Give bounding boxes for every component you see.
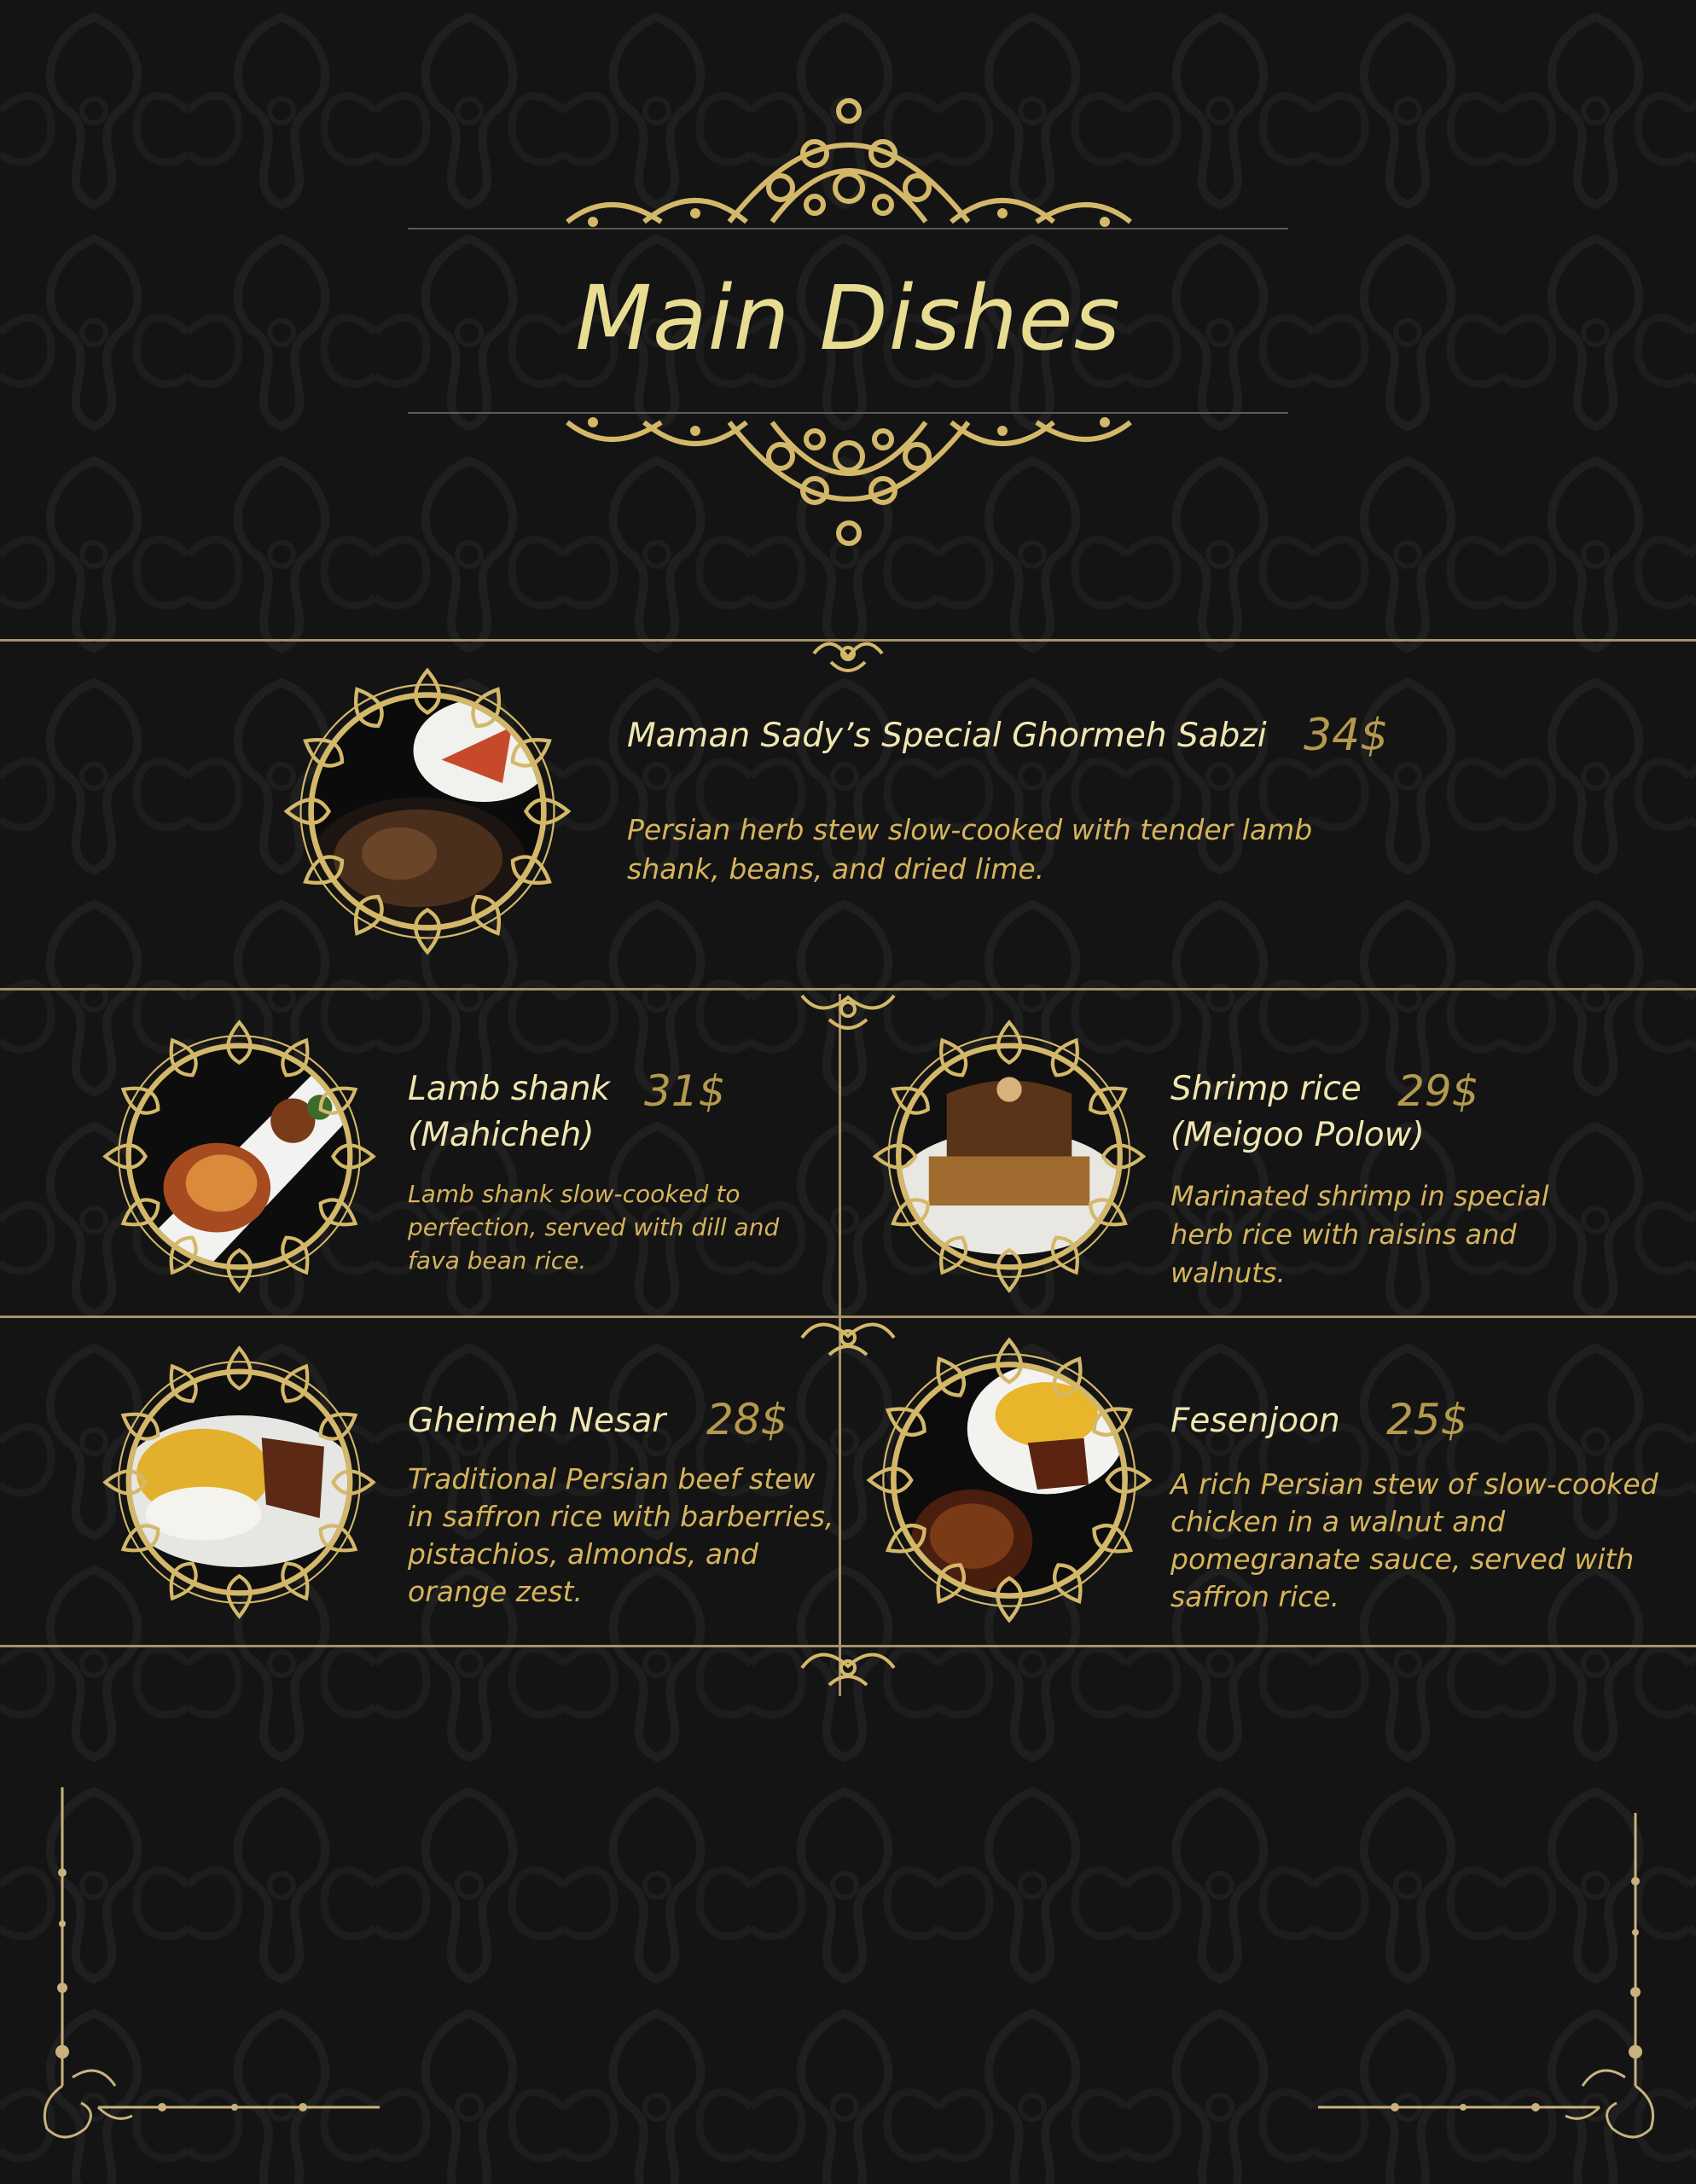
- dish-price-lamb-shank: 31$: [644, 1066, 726, 1116]
- dish-name-line2: (Meigoo Polow): [1170, 1116, 1425, 1154]
- dish-image-lamb-shank: [96, 1014, 382, 1299]
- dish-name-line1: Shrimp rice: [1170, 1070, 1362, 1108]
- corner-ornament-bottom-left: [21, 1779, 388, 2154]
- dish-image-ghormeh-sabzi: [277, 661, 578, 961]
- flourish-icon: [805, 636, 891, 679]
- dish-name-fesenjoon: Fesenjoon: [1170, 1402, 1340, 1440]
- dish-price-shrimp-rice: 29$: [1397, 1066, 1479, 1116]
- dish-name-line2: (Mahicheh): [408, 1116, 595, 1154]
- dish-desc-gheimeh-nesar: Traditional Persian beef stew in saffron rice with barberries, pistachios, almonds, and orange zest.: [408, 1462, 834, 1608]
- dish-desc-ghormeh-sabzi: Persian herb stew slow-cooked with tender lamb shank, beans, and dried lime.: [627, 813, 1313, 886]
- dish-price-ghormeh-sabzi: 34$: [1304, 710, 1389, 761]
- dish-name-line1: Lamb shank: [408, 1070, 611, 1108]
- corner-ornament-bottom-right: [1310, 1804, 1676, 2154]
- dish-name-gheimeh-nesar: Gheimeh Nesar: [408, 1402, 666, 1440]
- dish-price-gheimeh-nesar: 28$: [706, 1395, 788, 1444]
- dish-name-shrimp-rice: [1170, 1066, 1425, 1159]
- flourish-icon: [795, 1642, 901, 1693]
- header-bottom-ornament: [559, 414, 1139, 550]
- dish-desc-lamb-shank: Lamb shank slow-cooked to perfection, served with dill and fava bean rice.: [408, 1180, 780, 1275]
- page-title: Main Dishes: [575, 266, 1121, 370]
- header-top-rule: [408, 228, 1288, 229]
- dish-desc-fesenjoon: A rich Persian stew of slow-cooked chicken in a walnut and pomegranate sauce, served with saffron rice.: [1170, 1467, 1658, 1613]
- header-top-ornament: [559, 94, 1139, 230]
- dish-image-fesenjoon: [860, 1331, 1159, 1629]
- dish-image-gheimeh-nesar: [96, 1335, 382, 1629]
- dish-name-lamb-shank: [408, 1066, 610, 1159]
- dish-price-fesenjoon: 25$: [1386, 1395, 1468, 1444]
- dish-desc-shrimp-rice: Marinated shrimp in special herb rice with raisins and walnuts.: [1170, 1180, 1549, 1289]
- dish-image-shrimp-rice: [860, 1014, 1159, 1299]
- dish-name-ghormeh-sabzi: Maman Sady’s Special Ghormeh Sabzi: [627, 717, 1267, 755]
